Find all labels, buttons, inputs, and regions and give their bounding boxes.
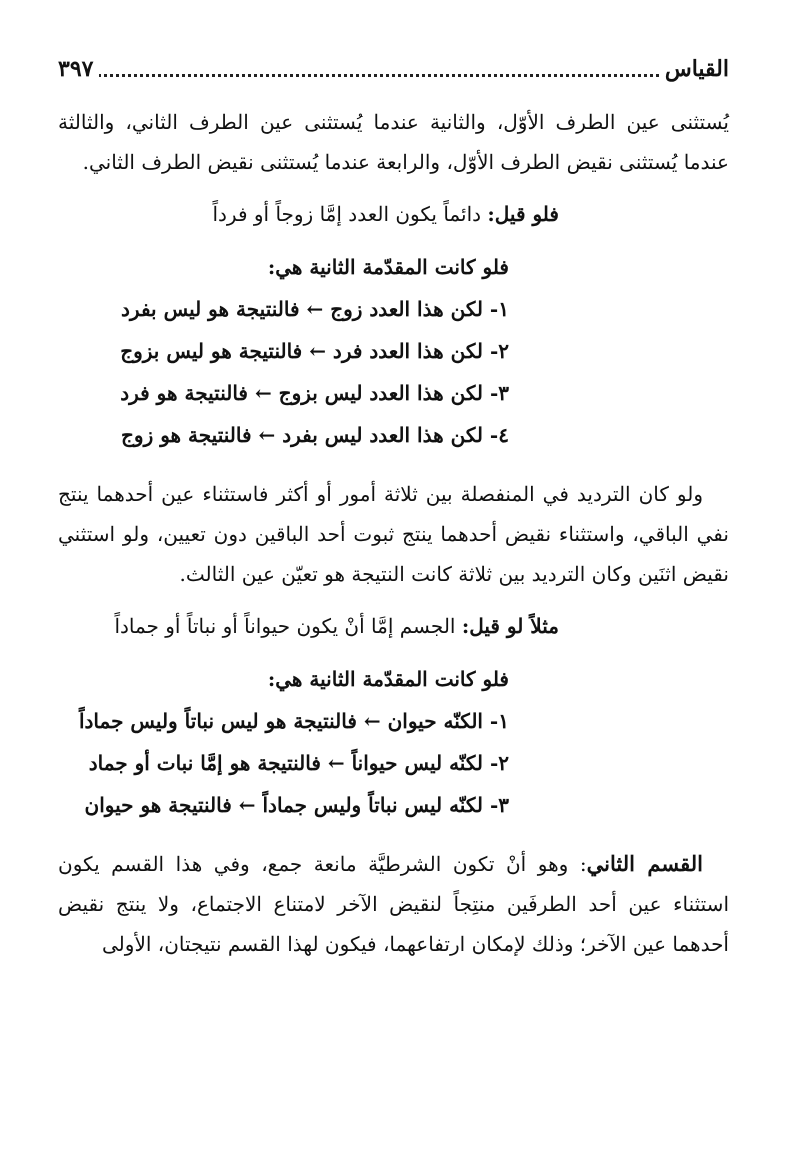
running-title: القياس [659, 48, 729, 90]
book-page [58, 48, 729, 1163]
list-item: ٢- لكن هذا العدد فرد ← فالنتيجة هو ليس بزوج [120, 339, 509, 363]
paragraph-three-way-disjunction: ولو كان الترديد في المنفصلة بين ثلاثة أمور أو أكثر فاستثناء عين أحدهما ينتج نفي الباقي، واستثناء نقيض أحدهما ينتج ثبوت أحد الباقين دون تعيين، ولو استثني نقيض اثنَين وكان الترديد بين ثلاثة كانت النتيجة هو تعيّن عين الثالث. [58, 482, 729, 586]
premise-intro-2: فلو كانت المقدّمة الثانية هي: [267, 667, 509, 691]
paragraph-section-two [58, 844, 729, 964]
list-item: ١- لكن هذا العدد زوج ← فالنتيجة هو ليس بفرد [121, 297, 509, 321]
list-item: ٢- لكنّه ليس حيواناً ← فالنتيجة هو إمَّا نبات أو جماد [88, 751, 509, 775]
example-2-key: مثلاً لو قيل: [461, 614, 559, 638]
list-item: ٤- لكن هذا العدد ليس بفرد ← فالنتيجة هو زوج [121, 423, 509, 447]
page-number: ٣٩٧ [58, 48, 99, 90]
header-dotted-leader [98, 74, 659, 77]
premise-intro-1: فلو كانت المقدّمة الثانية هي: [267, 255, 509, 279]
list-item: ٣- لكنّه ليس نباتاً وليس جماداً ← فالنتيجة هو حيوان [84, 793, 509, 817]
example-statement-1 [58, 192, 559, 236]
list-item: ١- الكنّه حيوان ← فالنتيجة هو ليس نباتاً وليس جماداً [78, 709, 509, 733]
example-2-text: الجسم إمَّا أنْ يكون حيواناً أو نباتاً أو جماداً [114, 614, 462, 638]
section-text: : وهو أنْ تكون الشرطيَّة مانعة جمع، وفي هذا القسم يكون استثناء عين أحد الطرفَين منتِجاً لنقيض الآخر لامتناع الاجتماع، ولا ينتج نقيض أحدهما عين الآخر؛ وذلك لإمكان ارتفاعهما، فيكون لهذا القسم نتيجتان، الأولى [58, 852, 729, 956]
example-1-key: فلو قيل: [487, 202, 559, 226]
paragraph-continuation: يُستثنى عين الطرف الأوّل، والثانية عندما يُستثنى عين الطرف الثاني، والثالثة عندما يُستثنى نقيض الطرف الأوّل، والرابعة عندما يُستثنى نقيض الطرف الثاني. [58, 110, 729, 174]
example-1-text: دائماً يكون العدد إمَّا زوجاً أو فرداً [212, 202, 488, 226]
example-statement-2 [58, 604, 559, 648]
section-heading: القسم الثاني [586, 851, 703, 876]
list-item: ٣- لكن هذا العدد ليس بزوج ← فالنتيجة هو فرد [120, 381, 509, 405]
page-header [58, 48, 729, 90]
